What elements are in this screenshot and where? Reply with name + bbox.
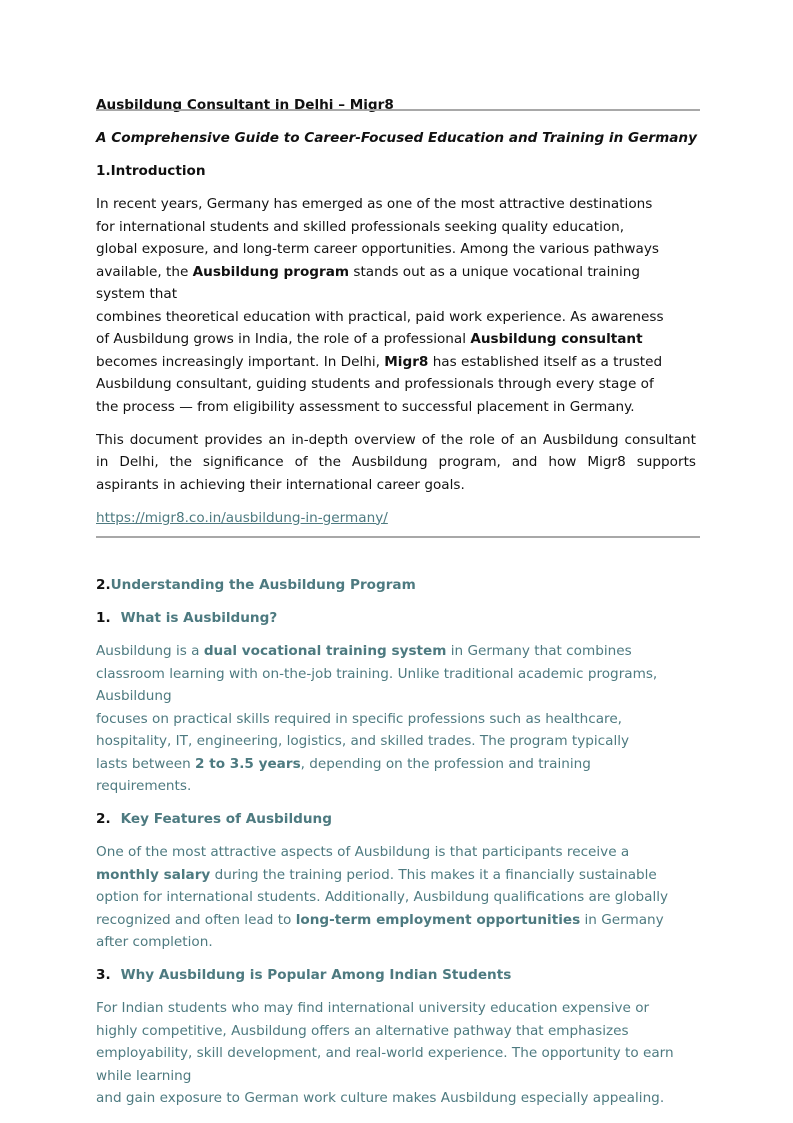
- text-span: Ausbildung is a: [96, 643, 204, 659]
- text-span: of Ausbildung grows in India, the role of a professional: [96, 331, 471, 347]
- text-line: [96, 193, 696, 216]
- text-span: In recent years, Germany has emerged as one of the most attractive destinations: [96, 196, 653, 212]
- text-span: in Germany: [580, 911, 664, 928]
- text-span: after completion.: [96, 934, 213, 950]
- subsection-label: What is Ausbildung?: [120, 610, 278, 626]
- text-span: One of the most attractive aspects of Ausbildung is that participants receive a: [96, 844, 630, 860]
- bold-text: Ausbildung consultant: [470, 331, 643, 347]
- text-span: option for international students. Additionally, Ausbildung qualifications are globally: [96, 889, 669, 905]
- subsection-heading: [96, 808, 696, 831]
- text-span: Ausbildung consultant, guiding students and professionals through every stage of: [96, 376, 654, 392]
- text-span: focuses on practical skills required in specific professions such as healthcare,: [96, 710, 623, 727]
- text-span: , depending on the profession and training: [300, 755, 591, 772]
- text-span: classroom learning with on-the-job training. Unlike traditional academic programs,: [96, 665, 658, 682]
- text-line: [96, 640, 696, 663]
- bold-text: 2 to 3.5 years: [195, 755, 301, 772]
- subsection-paragraph: [96, 841, 696, 954]
- text-line: [96, 708, 696, 731]
- bold-text: Migr8: [384, 353, 429, 370]
- text-span: becomes increasingly important. In Delhi,: [96, 353, 385, 370]
- text-line: [96, 730, 696, 753]
- text-line: [96, 886, 696, 909]
- text-span: lasts between: [96, 755, 196, 772]
- text-line: [96, 373, 696, 396]
- title-rule: [96, 109, 700, 111]
- subsection-label: Why Ausbildung is Popular Among Indian Students: [120, 967, 512, 983]
- text-span: For Indian students who may find international university education expensive or: [96, 1000, 650, 1016]
- text-line: [96, 1020, 696, 1043]
- subsection-number: 1.: [96, 610, 111, 626]
- text-line: [96, 1042, 696, 1065]
- subsection-paragraph: [96, 997, 696, 1110]
- text-line: [96, 474, 696, 497]
- text-span: in Delhi, the significance of the Ausbildung program, and how Migr8 supports: [96, 454, 696, 470]
- text-span: for international students and skilled professionals seeking quality education,: [96, 218, 625, 235]
- text-span: in Germany that combines: [446, 643, 632, 659]
- text-span: and gain exposure to German work culture makes Ausbildung especially appealing.: [96, 1090, 665, 1106]
- title-block: [96, 94, 696, 117]
- text-line: [96, 261, 696, 284]
- text-span: highly competitive, Ausbildung offers an alternative pathway that emphasizes: [96, 1022, 629, 1039]
- text-line: [96, 663, 696, 686]
- subsection-label: Key Features of Ausbildung: [120, 811, 332, 827]
- text-line: [96, 931, 696, 954]
- text-span: requirements.: [96, 778, 192, 794]
- text-span: system that: [96, 286, 178, 302]
- text-span: during the training period. This makes it a financially sustainable: [210, 866, 657, 883]
- subsection-heading: [96, 964, 696, 987]
- intro-paragraph-1: [96, 193, 696, 418]
- text-span: combines theoretical education with practical, paid work experience. As awareness: [96, 308, 664, 325]
- text-span: stands out as a unique vocational training: [349, 263, 640, 280]
- text-line: [96, 997, 696, 1020]
- text-line: [96, 306, 696, 329]
- text-line: [96, 841, 696, 864]
- ausbildung-link[interactable]: https://migr8.co.in/ausbildung-in-germany/: [96, 509, 388, 526]
- subsection-paragraph: [96, 640, 696, 798]
- subsection-number: 2.: [96, 811, 111, 827]
- subsection-heading: [96, 607, 696, 630]
- subtitle: A Comprehensive Guide to Career-Focused Education and Training in Germany: [96, 130, 697, 146]
- subsection-number: 3.: [96, 967, 111, 983]
- text-span: aspirants in achieving their international career goals.: [96, 476, 465, 493]
- intro-paragraph-2: [96, 429, 696, 497]
- text-line: [96, 351, 696, 374]
- text-line: [96, 909, 696, 932]
- subsections: [96, 607, 696, 1110]
- section-2-number: 2.: [96, 577, 111, 593]
- text-line: [96, 216, 696, 239]
- intro-heading: 1.Introduction: [96, 163, 206, 179]
- bold-text: monthly salary: [96, 866, 211, 883]
- bold-text: Ausbildung program: [192, 263, 350, 280]
- bold-text: dual vocational training system: [203, 643, 447, 659]
- text-span: has established itself as a trusted: [428, 353, 663, 370]
- text-line: [96, 775, 696, 798]
- text-line: [96, 396, 696, 419]
- section-2-heading: [96, 574, 696, 597]
- text-span: employability, skill development, and real-world experience. The opportunity to earn: [96, 1045, 674, 1061]
- document-title: Ausbildung Consultant in Delhi – Migr8: [96, 97, 394, 113]
- section-rule: [96, 536, 700, 538]
- text-line: [96, 328, 696, 351]
- text-span: recognized and often lead to: [96, 911, 296, 928]
- text-line: [96, 685, 696, 708]
- bold-text: long-term employment opportunities: [295, 911, 581, 928]
- text-span: available, the: [96, 263, 193, 280]
- text-span: while learning: [96, 1067, 192, 1084]
- text-line: [96, 1065, 696, 1088]
- text-line: [96, 283, 696, 306]
- text-line: [96, 429, 696, 452]
- text-line: [96, 451, 696, 474]
- text-line: [96, 1087, 696, 1110]
- text-span: global exposure, and long-term career opportunities. Among the various pathways: [96, 241, 659, 257]
- text-span: This document provides an in-depth overview of the role of an Ausbildung consultant: [96, 431, 696, 448]
- text-line: [96, 753, 696, 776]
- text-span: Ausbildung: [96, 688, 172, 704]
- text-line: [96, 238, 696, 261]
- section-2-label: Understanding the Ausbildung Program: [110, 577, 416, 593]
- text-span: hospitality, IT, engineering, logistics, and skilled trades. The program typically: [96, 733, 630, 749]
- text-line: [96, 864, 696, 887]
- text-span: the process — from eligibility assessment to successful placement in Germany.: [96, 398, 635, 415]
- document-body: [96, 94, 696, 1120]
